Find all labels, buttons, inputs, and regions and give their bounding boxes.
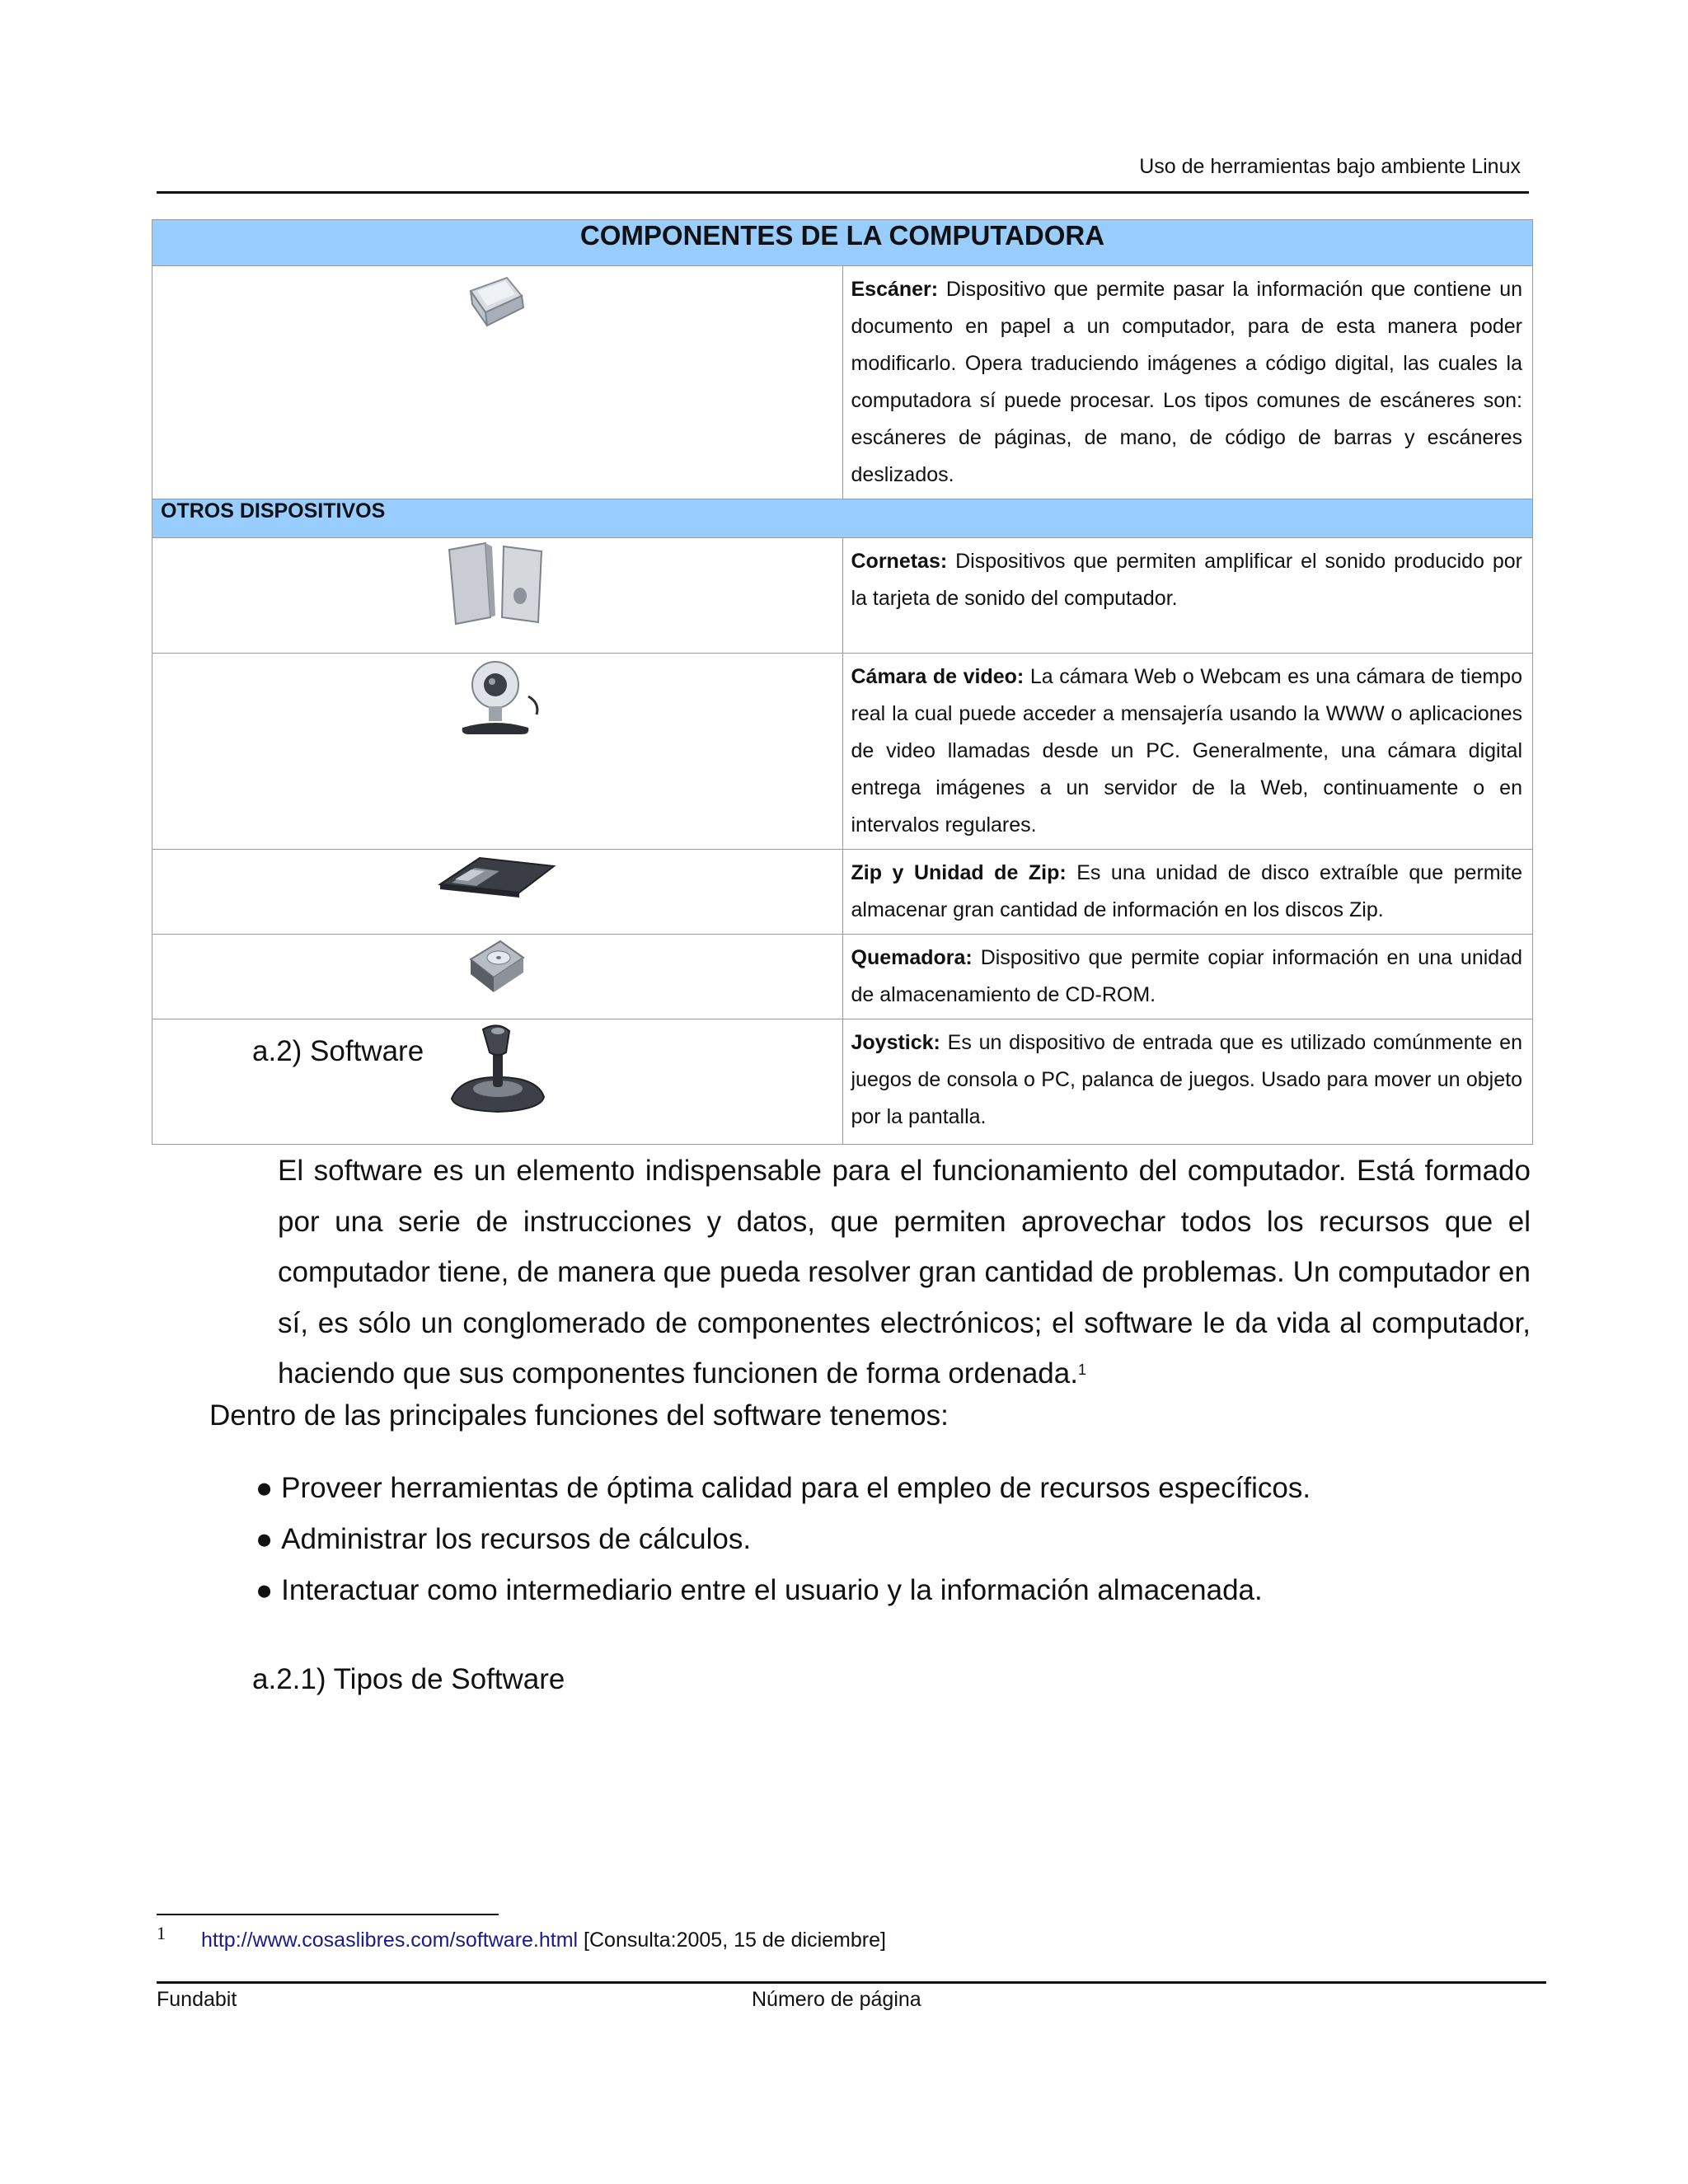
speakers-icon	[439, 538, 555, 633]
footnote-number: 1	[157, 1923, 166, 1943]
term-label: Cámara de video:	[851, 665, 1025, 688]
table-image-cell	[152, 850, 843, 935]
term-text: La cámara Web o Webcam es una cámara de tiempo real la cual puede acceder a mensajería usando la WWW o aplicaciones de video llamadas desde un PC. Generalmente, una cámara digital entrega imágenes a un servidor de la Web, continuamente o en intervalos regulares.	[851, 665, 1522, 837]
table-description	[842, 935, 1533, 1019]
zip-drive-icon	[435, 850, 559, 903]
bullet-icon: ●	[256, 1574, 274, 1606]
table-row	[152, 654, 1533, 850]
table-description	[842, 266, 1533, 499]
term-label: Quemadora:	[851, 946, 973, 969]
term-text: Dispositivo que permite pasar la información que contiene un documento en papel a un computador, para de esta manera poder modificarlo. Opera traduciendo imágenes a código digital, las cuales la computadora sí puede procesar. Los tipos comunes de escáneres son: escáneres de páginas, de mano, de código de barras y escáneres deslizados.	[851, 278, 1522, 486]
functions-intro: Dentro de las principales funciones del software tenemos:	[209, 1399, 949, 1432]
footer-separator	[157, 1981, 1546, 1984]
table-row	[152, 266, 1533, 499]
webcam-icon	[448, 654, 546, 748]
table-title: COMPONENTES DE LA COMPUTADORA	[152, 220, 1533, 266]
bullet-icon: ●	[256, 1523, 274, 1555]
functions-list	[256, 1463, 1311, 1616]
table-image-cell	[152, 266, 843, 499]
page-number-label: Número de página	[752, 1988, 921, 2011]
section-label: OTROS DISPOSITIVOS	[152, 499, 1533, 538]
term-text: Es un dispositivo de entrada que es utilizado comúnmente en juegos de consola o PC, palanca de juegos. Usado para mover un objeto por la pantalla.	[851, 1031, 1522, 1128]
table-description	[842, 1019, 1533, 1145]
table-title-row	[152, 220, 1533, 266]
joystick-icon	[443, 1019, 551, 1122]
footnote-separator	[157, 1914, 499, 1915]
table-description	[842, 850, 1533, 935]
table-description	[842, 538, 1533, 654]
footnote-link[interactable]: http://www.cosaslibres.com/software.html	[201, 1929, 579, 1952]
term-text: Dispositivo que permite copiar información en una unidad de almacenamiento de CD-ROM.	[851, 946, 1522, 1006]
footnote-reference[interactable]: 1	[1077, 1361, 1086, 1378]
running-title: Uso de herramientas bajo ambiente Linux	[1139, 155, 1521, 178]
term-text: Es una unidad de disco extraíble que permite almacenar gran cantidad de información en los discos Zip.	[851, 861, 1522, 921]
list-item-text: Administrar los recursos de cálculos.	[281, 1523, 752, 1555]
table-image-cell	[152, 538, 843, 654]
list-item	[256, 1514, 1311, 1565]
section-heading: a.2) Software	[252, 1035, 424, 1067]
table-description	[842, 654, 1533, 850]
table-image-cell	[152, 654, 843, 850]
term-label: Joystick:	[851, 1031, 940, 1054]
subsection-heading: a.2.1) Tipos de Software	[252, 1663, 565, 1695]
running-header	[157, 155, 1529, 194]
paragraph-text: El software es un elemento indispensable para el funcionamiento del computador. Está formado por una serie de instrucciones y datos, que permiten aprovechar todos los recursos que el computador tiene, de manera que pueda resolver gran cantidad de problemas. Un computador en sí, es sólo un conglomerado de componentes electrónicos; el software le da vida al computador, haciendo que sus componentes funcionen de forma ordenada.	[278, 1155, 1531, 1390]
list-item-text: Proveer herramientas de óptima calidad para el empleo de recursos específicos.	[281, 1472, 1311, 1504]
section-row	[152, 499, 1533, 538]
list-item-text: Interactuar como intermediario entre el usuario y la información almacenada.	[281, 1574, 1263, 1606]
term-text: Dispositivos que permiten amplificar el sonido producido por la tarjeta de sonido del computador.	[851, 550, 1522, 610]
term-label: Zip y Unidad de Zip:	[851, 861, 1067, 884]
list-item	[256, 1463, 1311, 1514]
cd-burner-icon	[464, 935, 530, 1001]
term-label: Cornetas:	[851, 550, 948, 573]
term-label: Escáner:	[851, 278, 939, 301]
footer-organization: Fundabit	[157, 1988, 237, 2011]
list-item	[256, 1565, 1311, 1616]
software-paragraph	[278, 1146, 1531, 1399]
table-row	[152, 850, 1533, 935]
table-row	[152, 538, 1533, 654]
components-table	[152, 219, 1533, 1145]
table-image-cell	[152, 935, 843, 1019]
footnote-note: [Consulta:2005, 15 de diciembre]	[578, 1929, 886, 1952]
bullet-icon: ●	[256, 1472, 274, 1504]
scanner-icon	[464, 266, 530, 336]
table-row	[152, 935, 1533, 1019]
footnote	[201, 1929, 886, 1952]
